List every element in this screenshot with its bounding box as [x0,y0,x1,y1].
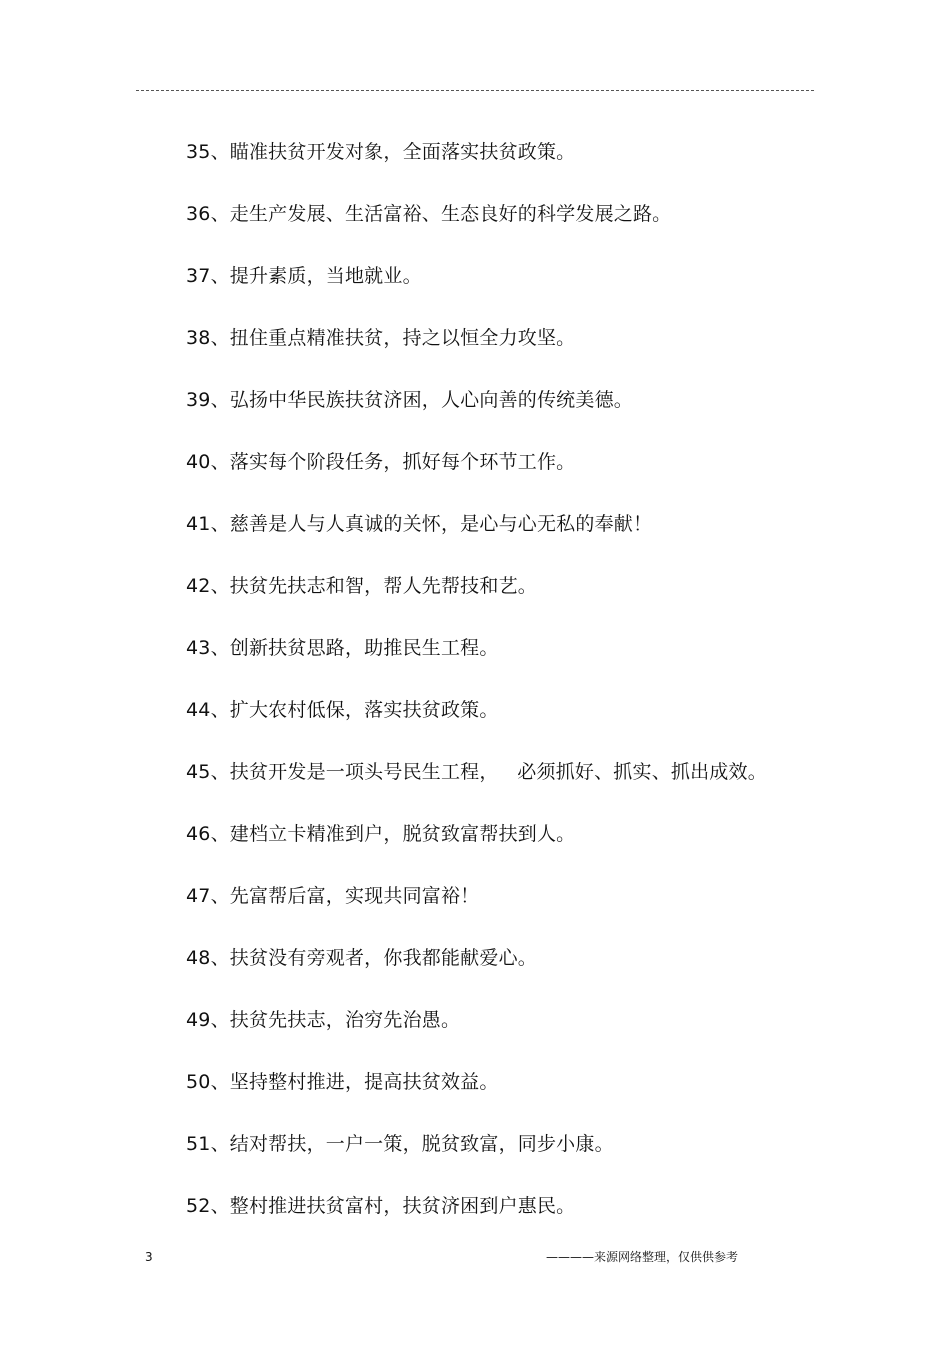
list-item: 47、先富帮后富，实现共同富裕！ [186,885,480,907]
list-item: 48、扶贫没有旁观者，你我都能献爱心。 [186,947,537,969]
list-item: 50、坚持整村推进，提高扶贫效益。 [186,1071,499,1093]
list-item: 44、扩大农村低保，落实扶贫政策。 [186,699,499,721]
source-note: ————来源网络整理，仅供供参考 [546,1250,739,1264]
list-item: 36、走生产发展、生活富裕、生态良好的科学发展之路。 [186,203,672,225]
list-item: 49、扶贫先扶志，治穷先治愚。 [186,1009,461,1031]
list-item: 40、落实每个阶段任务，抓好每个环节工作。 [186,451,576,473]
list-item: 45、扶贫开发是一项头号民生工程， 必须抓好、抓实、抓出成效。 [186,761,767,783]
list-item: 43、创新扶贫思路，助推民生工程。 [186,637,499,659]
list-item: 42、扶贫先扶志和智，帮人先帮技和艺。 [186,575,537,597]
list-item: 52、整村推进扶贫富村，扶贫济困到户惠民。 [186,1195,576,1217]
list-item: 38、扭住重点精准扶贫，持之以恒全力攻坚。 [186,327,576,349]
page-footer [0,1245,950,1269]
slogan-list [186,131,906,1247]
page-number: 3 [145,1250,153,1264]
list-item: 35、瞄准扶贫开发对象，全面落实扶贫政策。 [186,141,576,163]
list-item: 37、提升素质，当地就业。 [186,265,422,287]
header-divider [136,90,814,91]
list-item: 51、结对帮扶，一户一策，脱贫致富，同步小康。 [186,1133,614,1155]
list-item: 39、弘扬中华民族扶贫济困，人心向善的传统美德。 [186,389,633,411]
list-item: 46、建档立卡精准到户，脱贫致富帮扶到人。 [186,823,576,845]
list-item: 41、慈善是人与人真诚的关怀，是心与心无私的奉献！ [186,513,653,535]
